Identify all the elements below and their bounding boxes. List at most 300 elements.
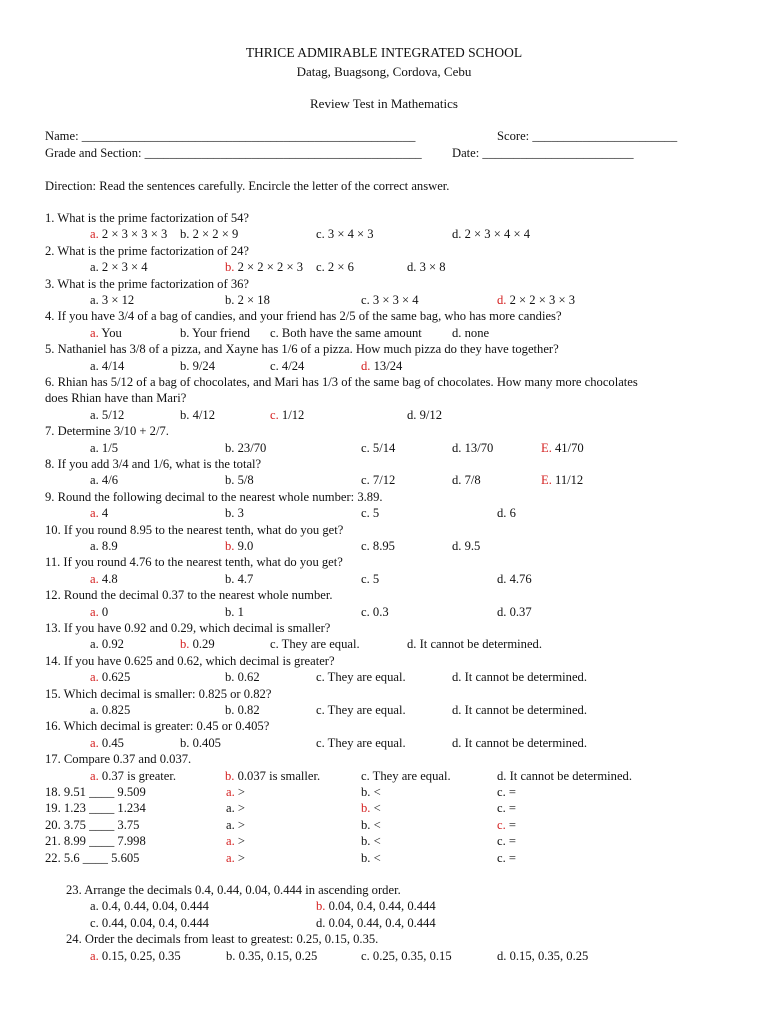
choice-text: = — [505, 801, 517, 816]
choice-text: They are equal. — [278, 637, 360, 652]
choice-text: 0.15, 0.35, 0.25 — [506, 948, 589, 963]
choice-4-a[interactable] — [90, 326, 122, 341]
choice-9-c[interactable] — [361, 506, 379, 521]
choice-letter: b. — [180, 407, 190, 422]
choice-3-a[interactable] — [90, 293, 134, 308]
choice-24-b[interactable] — [226, 949, 317, 964]
choice-text: 5 — [369, 506, 380, 521]
question-10: 10. If you round 8.95 to the nearest tenth, what do you get? — [45, 522, 344, 537]
choice-4-c[interactable] — [270, 326, 422, 341]
choice-text: = — [505, 785, 517, 799]
choice-14-c[interactable] — [316, 670, 406, 685]
choice-19-b[interactable] — [361, 801, 381, 816]
choice-text: It cannot be determined. — [461, 703, 587, 717]
choice-letter: a. — [226, 817, 235, 832]
choice-text: 6 — [506, 506, 516, 521]
choice-letter: a. — [90, 948, 99, 963]
choice-text: > — [234, 801, 246, 816]
question-3: 3. What is the prime factorization of 36? — [45, 276, 249, 291]
choice-11-c[interactable] — [361, 572, 379, 587]
choice-text: You — [98, 325, 122, 340]
choice-13-c[interactable] — [270, 637, 360, 652]
choice-letter: d. — [497, 293, 507, 307]
choice-letter: a. — [90, 768, 99, 783]
choice-text: 2 × 2 × 2 × 3 — [234, 260, 303, 275]
choice-letter: c. — [316, 670, 325, 685]
choice-text: 2 × 3 × 4 × 4 — [461, 227, 530, 242]
choice-text: 8.9 — [98, 539, 118, 553]
choice-letter: b. — [361, 850, 371, 865]
question-4: 4. If you have 3/4 of a bag of candies, and your friend has 2/5 of the same bag, who has more candies? — [45, 309, 562, 324]
question-11: 11. If you round 4.76 to the nearest tenth, what do you get? — [45, 555, 343, 570]
choice-text: = — [505, 817, 517, 832]
choice-1-c[interactable] — [316, 227, 374, 242]
choice-14-d[interactable] — [452, 670, 587, 685]
choice-20-a[interactable] — [226, 818, 245, 833]
choice-16-c[interactable] — [316, 736, 406, 751]
choice-8-d[interactable] — [452, 473, 481, 488]
choice-text: 13/70 — [461, 440, 494, 455]
choice-text: 3 × 3 × 4 — [369, 293, 419, 307]
choice-3-b[interactable] — [225, 293, 270, 308]
choice-7-b[interactable] — [225, 441, 266, 456]
choice-text: 0.29 — [189, 637, 215, 652]
choice-text: 5/14 — [369, 440, 396, 455]
choice-text: 23/70 — [234, 440, 267, 455]
choice-10-a[interactable] — [90, 539, 118, 554]
choice-text: > — [234, 850, 246, 865]
choice-12-c[interactable] — [361, 605, 389, 620]
choice-letter: b. — [180, 637, 190, 652]
choice-22-a[interactable] — [226, 851, 245, 866]
direction-text: Direction: Read the sentences carefully. Encircle the letter of the correct answer. — [45, 179, 450, 193]
choice-14-b[interactable] — [225, 670, 260, 685]
choice-18-a[interactable] — [226, 785, 245, 800]
choice-text: 9/24 — [189, 358, 215, 373]
choice-letter: b. — [361, 834, 371, 849]
choice-text: < — [370, 834, 381, 849]
choice-1-d[interactable] — [452, 227, 530, 242]
choice-17-c[interactable] — [361, 769, 451, 784]
question-12: 12. Round the decimal 0.37 to the nearest whole number. — [45, 588, 333, 603]
choice-letter: d. — [452, 539, 462, 553]
question-22: 22. 5.6 ____ 5.605 — [45, 850, 140, 865]
choice-2-c[interactable] — [316, 260, 354, 275]
choice-text: 5 — [369, 571, 380, 586]
choice-text: 0.15, 0.25, 0.35 — [98, 948, 181, 963]
choice-letter: c. — [361, 768, 370, 783]
choice-text: 41/70 — [551, 440, 584, 455]
choice-6-b[interactable] — [180, 408, 215, 423]
choice-18-c[interactable] — [497, 785, 516, 800]
choice-letter: a. — [90, 473, 99, 488]
choice-text: They are equal. — [369, 768, 451, 783]
choice-text: < — [370, 850, 381, 865]
choice-letter: c. — [316, 227, 325, 242]
choice-7-e[interactable] — [541, 441, 584, 456]
choice-letter: a. — [90, 899, 99, 914]
choice-24-c[interactable] — [361, 949, 452, 964]
choice-19-c[interactable] — [497, 801, 516, 816]
choice-10-b[interactable] — [225, 539, 253, 554]
choice-text: 4 — [98, 506, 109, 521]
choice-letter: a. — [90, 703, 99, 717]
choice-text: 0.825 — [98, 703, 131, 717]
choice-letter: b. — [225, 506, 235, 521]
choice-letter: b. — [225, 293, 235, 307]
school-address: Datag, Buagsong, Cordova, Cebu — [296, 64, 472, 79]
choice-23-d[interactable] — [316, 916, 436, 931]
choice-letter: d. — [497, 948, 507, 963]
choice-22-c[interactable] — [497, 851, 516, 866]
choice-letter: E. — [541, 473, 552, 488]
choice-letter: d. — [497, 506, 507, 521]
choice-16-b[interactable] — [180, 736, 221, 751]
choice-text: > — [234, 785, 246, 799]
choice-text: 0.625 — [98, 670, 131, 685]
choice-letter: b. — [225, 703, 235, 717]
choice-8-a[interactable] — [90, 473, 118, 488]
choice-text: 2 × 6 — [324, 260, 354, 275]
choice-5-d[interactable] — [361, 359, 402, 374]
choice-text: It cannot be determined. — [461, 670, 587, 685]
choice-text: 0.37 — [506, 604, 532, 619]
question-21: 21. 8.99 ____ 7.998 — [45, 834, 146, 849]
choice-text: 7/8 — [461, 473, 481, 488]
choice-letter: d. — [452, 735, 462, 750]
choice-8-b[interactable] — [225, 473, 254, 488]
choice-10-d[interactable] — [452, 539, 480, 554]
choice-letter: c. — [361, 571, 370, 586]
choice-letter: c. — [270, 637, 279, 652]
choice-text: 5/12 — [98, 407, 125, 422]
choice-text: 8.95 — [369, 539, 395, 553]
choice-text: It cannot be determined. — [506, 768, 632, 783]
choice-letter: d. — [407, 637, 417, 652]
choice-letter: b. — [180, 227, 190, 242]
score-field[interactable]: Score: _______________________ — [497, 129, 678, 143]
question-5: 5. Nathaniel has 3/8 of a pizza, and Xayne has 1/6 of a pizza. How much pizza do they have together? — [45, 342, 559, 357]
choice-letter: c. — [497, 817, 506, 832]
choice-7-a[interactable] — [90, 441, 118, 456]
choice-text: 1/12 — [278, 407, 305, 422]
choice-21-a[interactable] — [226, 834, 245, 849]
school-name: THRICE ADMIRABLE INTEGRATED SCHOOL — [245, 45, 523, 60]
choice-letter: a. — [90, 571, 99, 586]
choice-2-d[interactable] — [407, 260, 446, 275]
choice-text: 9.5 — [461, 539, 481, 553]
choice-text: 0.35, 0.15, 0.25 — [235, 948, 318, 963]
choice-text: It cannot be determined. — [416, 637, 542, 652]
question-2: 2. What is the prime factorization of 24? — [45, 243, 249, 258]
choice-text: 1 — [234, 604, 244, 619]
choice-6-c[interactable] — [270, 408, 304, 423]
question-24: 24. Order the decimals from least to greatest: 0.25, 0.15, 0.35. — [66, 932, 379, 947]
choice-letter: a. — [226, 785, 235, 799]
choice-text: 9/12 — [416, 407, 442, 422]
choice-14-a[interactable] — [90, 670, 130, 685]
choice-text: > — [234, 817, 246, 832]
choice-letter: a. — [90, 293, 99, 307]
choice-letter: a. — [90, 670, 99, 685]
choice-13-b[interactable] — [180, 637, 215, 652]
choice-letter: b. — [225, 440, 235, 455]
choice-letter: a. — [226, 801, 235, 816]
choice-letter: b. — [225, 260, 235, 275]
choice-letter: b. — [226, 948, 236, 963]
choice-5-b[interactable] — [180, 359, 215, 374]
test-title: Review Test in Mathematics — [310, 96, 458, 111]
choice-text: 3 — [234, 506, 244, 521]
question-15: 15. Which decimal is smaller: 0.825 or 0.82? — [45, 686, 272, 701]
choice-text: 13/24 — [370, 358, 403, 373]
choice-text: 4.7 — [234, 571, 254, 586]
choice-9-a[interactable] — [90, 506, 108, 521]
choice-5-c[interactable] — [270, 359, 304, 374]
choice-text: 0.44, 0.04, 0.4, 0.444 — [98, 915, 209, 930]
choice-text: < — [370, 817, 381, 832]
choice-text: 3 × 12 — [98, 293, 135, 307]
choice-15-d[interactable] — [452, 703, 587, 718]
name-field[interactable]: Name: _____________________________________________________ — [45, 129, 416, 143]
choice-18-b[interactable] — [361, 785, 381, 800]
choice-1-a[interactable] — [90, 227, 167, 242]
choice-letter: d. — [452, 227, 462, 242]
choice-17-b[interactable] — [225, 769, 320, 784]
choice-letter: d. — [452, 670, 462, 685]
choice-16-d[interactable] — [452, 736, 587, 751]
choice-letter: c. — [361, 539, 370, 553]
question-23: 23. Arrange the decimals 0.4, 0.44, 0.04, 0.444 in ascending order. — [66, 883, 401, 897]
choice-text: 0.405 — [189, 735, 221, 750]
choice-text: < — [370, 801, 381, 816]
choice-letter: b. — [225, 670, 235, 685]
choice-text: They are equal. — [324, 735, 406, 750]
choice-text: 7/12 — [369, 473, 396, 488]
choice-text: 4.76 — [506, 571, 532, 586]
choice-10-c[interactable] — [361, 539, 395, 554]
choice-letter: c. — [361, 948, 370, 963]
choice-4-b[interactable] — [180, 326, 250, 341]
choice-15-c[interactable] — [316, 703, 406, 718]
choice-letter: c. — [90, 915, 99, 930]
question-16: 16. Which decimal is greater: 0.45 or 0.405? — [45, 719, 270, 734]
choice-letter: a. — [90, 637, 99, 652]
choice-letter: a. — [226, 850, 235, 865]
date-field[interactable]: Date: ________________________ — [452, 146, 634, 160]
choice-letter: b. — [361, 817, 371, 832]
choice-9-d[interactable] — [497, 506, 516, 521]
choice-15-a[interactable] — [90, 703, 130, 718]
choice-15-b[interactable] — [225, 703, 260, 718]
choice-letter: b. — [180, 325, 190, 340]
choice-text: 4.8 — [98, 571, 118, 586]
choice-24-d[interactable] — [497, 949, 588, 964]
question-19: 19. 1.23 ____ 1.234 — [45, 801, 146, 816]
choice-text: none — [461, 325, 490, 340]
choice-22-b[interactable] — [361, 851, 381, 866]
question-13: 13. If you have 0.92 and 0.29, which decimal is smaller? — [45, 621, 331, 635]
choice-23-a[interactable] — [90, 899, 209, 914]
choice-11-b[interactable] — [225, 572, 253, 587]
choice-letter: c. — [270, 358, 279, 373]
choice-text: 0.62 — [234, 670, 260, 685]
choice-letter: d. — [407, 260, 417, 275]
choice-letter: a. — [90, 358, 99, 373]
choice-letter: d. — [361, 358, 371, 373]
choice-letter: c. — [316, 735, 325, 750]
choice-3-d[interactable] — [497, 293, 575, 308]
question-1: 1. What is the prime factorization of 54? — [45, 211, 249, 225]
choice-letter: d. — [452, 703, 462, 717]
choice-text: 5/8 — [234, 473, 254, 488]
choice-text: 0.04, 0.44, 0.4, 0.444 — [325, 915, 436, 930]
choice-8-e[interactable] — [541, 473, 583, 488]
choice-7-c[interactable] — [361, 441, 395, 456]
choice-12-b[interactable] — [225, 605, 244, 620]
choice-23-b[interactable] — [316, 899, 436, 914]
choice-4-d[interactable] — [452, 326, 489, 341]
choice-text: They are equal. — [324, 703, 406, 717]
choice-text: = — [505, 850, 517, 865]
choice-text: 0.37 is greater. — [98, 768, 177, 783]
choice-5-a[interactable] — [90, 359, 124, 374]
choice-19-a[interactable] — [226, 801, 245, 816]
choice-3-c[interactable] — [361, 293, 419, 308]
choice-letter: b. — [225, 473, 235, 488]
choice-17-a[interactable] — [90, 769, 176, 784]
choice-text: 4/12 — [189, 407, 215, 422]
choice-21-c[interactable] — [497, 834, 516, 849]
choice-text: 0.82 — [234, 703, 260, 717]
choice-text: 2 × 2 × 3 × 3 — [506, 293, 575, 307]
choice-letter: d. — [407, 407, 417, 422]
choice-letter: a. — [90, 735, 99, 750]
choice-text: 0 — [98, 604, 109, 619]
choice-text: 4/14 — [98, 358, 125, 373]
choice-8-c[interactable] — [361, 473, 395, 488]
choice-16-a[interactable] — [90, 736, 124, 751]
choice-letter: b. — [180, 735, 190, 750]
choice-letter: a. — [90, 227, 99, 242]
choice-letter: a. — [90, 539, 99, 553]
choice-letter: b. — [225, 604, 235, 619]
choice-letter: c. — [361, 604, 370, 619]
choice-text: 2 × 3 × 3 × 3 — [98, 227, 168, 242]
choice-letter: c. — [361, 440, 370, 455]
choice-letter: a. — [90, 506, 99, 521]
choice-17-d[interactable] — [497, 769, 632, 784]
choice-text: They are equal. — [324, 670, 406, 685]
question-17: 17. Compare 0.37 and 0.037. — [45, 752, 192, 767]
choice-1-b[interactable] — [180, 227, 238, 242]
choice-text: 0.45 — [98, 735, 124, 750]
choice-text: Both have the same amount — [278, 325, 422, 340]
choice-20-c[interactable] — [497, 818, 516, 833]
question-14: 14. If you have 0.625 and 0.62, which decimal is greater? — [45, 653, 335, 668]
choice-text: 11/12 — [551, 473, 584, 488]
choice-12-d[interactable] — [497, 605, 532, 620]
choice-text: Your friend — [189, 325, 250, 340]
choice-letter: b. — [361, 801, 371, 816]
choice-23-c[interactable] — [90, 916, 209, 931]
choice-text: 0.3 — [369, 604, 389, 619]
choice-letter: a. — [90, 440, 99, 455]
choice-letter: E. — [541, 440, 552, 455]
choice-letter: b. — [225, 539, 235, 553]
choice-text: 2 × 18 — [234, 293, 270, 307]
choice-letter: c. — [361, 293, 370, 307]
question-8: 8. If you add 3/4 and 1/6, what is the total? — [45, 457, 262, 471]
choice-letter: d. — [452, 325, 462, 340]
choice-text: 0.037 is smaller. — [234, 768, 321, 783]
choice-letter: d. — [497, 768, 507, 783]
choice-text: 4/24 — [278, 358, 305, 373]
choice-letter: b. — [225, 768, 235, 783]
choice-21-b[interactable] — [361, 834, 381, 849]
choice-letter: c. — [270, 325, 279, 340]
choice-7-d[interactable] — [452, 441, 493, 456]
choice-2-b[interactable] — [225, 260, 303, 275]
question-20: 20. 3.75 ____ 3.75 — [45, 817, 140, 832]
choice-text: 2 × 3 × 4 — [98, 260, 148, 275]
choice-letter: c. — [497, 801, 506, 816]
choice-2-a[interactable] — [90, 260, 148, 275]
choice-letter: d. — [452, 440, 462, 455]
choice-letter: c. — [316, 260, 325, 275]
choice-letter: a. — [90, 260, 99, 275]
choice-text: 4/6 — [98, 473, 118, 488]
choice-20-b[interactable] — [361, 818, 381, 833]
choice-text: 9.0 — [234, 539, 254, 553]
choice-6-a[interactable] — [90, 408, 124, 423]
choice-letter: c. — [316, 703, 325, 717]
choice-24-a[interactable] — [90, 949, 181, 964]
choice-letter: c. — [497, 834, 506, 849]
choice-12-a[interactable] — [90, 605, 108, 620]
choice-text: > — [234, 834, 246, 849]
choice-11-a[interactable] — [90, 572, 118, 587]
choice-letter: c. — [497, 850, 506, 865]
choice-text: 3 × 4 × 3 — [324, 227, 374, 242]
choice-11-d[interactable] — [497, 572, 532, 587]
choice-9-b[interactable] — [225, 506, 244, 521]
choice-letter: b. — [225, 571, 235, 586]
choice-text: It cannot be determined. — [461, 735, 587, 750]
choice-6-d[interactable] — [407, 408, 442, 423]
grade-section-field[interactable]: Grade and Section: ____________________________________________ — [45, 146, 422, 160]
question-6: 6. Rhian has 5/12 of a bag of chocolates, and Mari has 1/3 of the same bag of chocolates. How many more chocolates — [45, 375, 638, 389]
question-6-cont: does Rhian have than Mari? — [45, 391, 187, 406]
choice-letter: b. — [316, 899, 326, 914]
choice-letter: d. — [316, 915, 326, 930]
choice-letter: b. — [180, 358, 190, 373]
choice-text: < — [370, 785, 381, 799]
choice-letter: a. — [226, 834, 235, 849]
choice-letter: d. — [452, 473, 462, 488]
choice-13-d[interactable] — [407, 637, 542, 652]
choice-letter: c. — [361, 506, 370, 521]
choice-text: 0.4, 0.44, 0.04, 0.444 — [98, 899, 209, 914]
choice-text: 1/5 — [98, 440, 118, 455]
choice-text: 2 × 2 × 9 — [189, 227, 239, 242]
choice-letter: b. — [361, 785, 371, 799]
choice-13-a[interactable] — [90, 637, 124, 652]
choice-text: 0.04, 0.4, 0.44, 0.444 — [325, 899, 436, 914]
choice-letter: c. — [497, 785, 506, 799]
choice-letter: d. — [497, 571, 507, 586]
question-18: 18. 9.51 ____ 9.509 — [45, 785, 146, 799]
